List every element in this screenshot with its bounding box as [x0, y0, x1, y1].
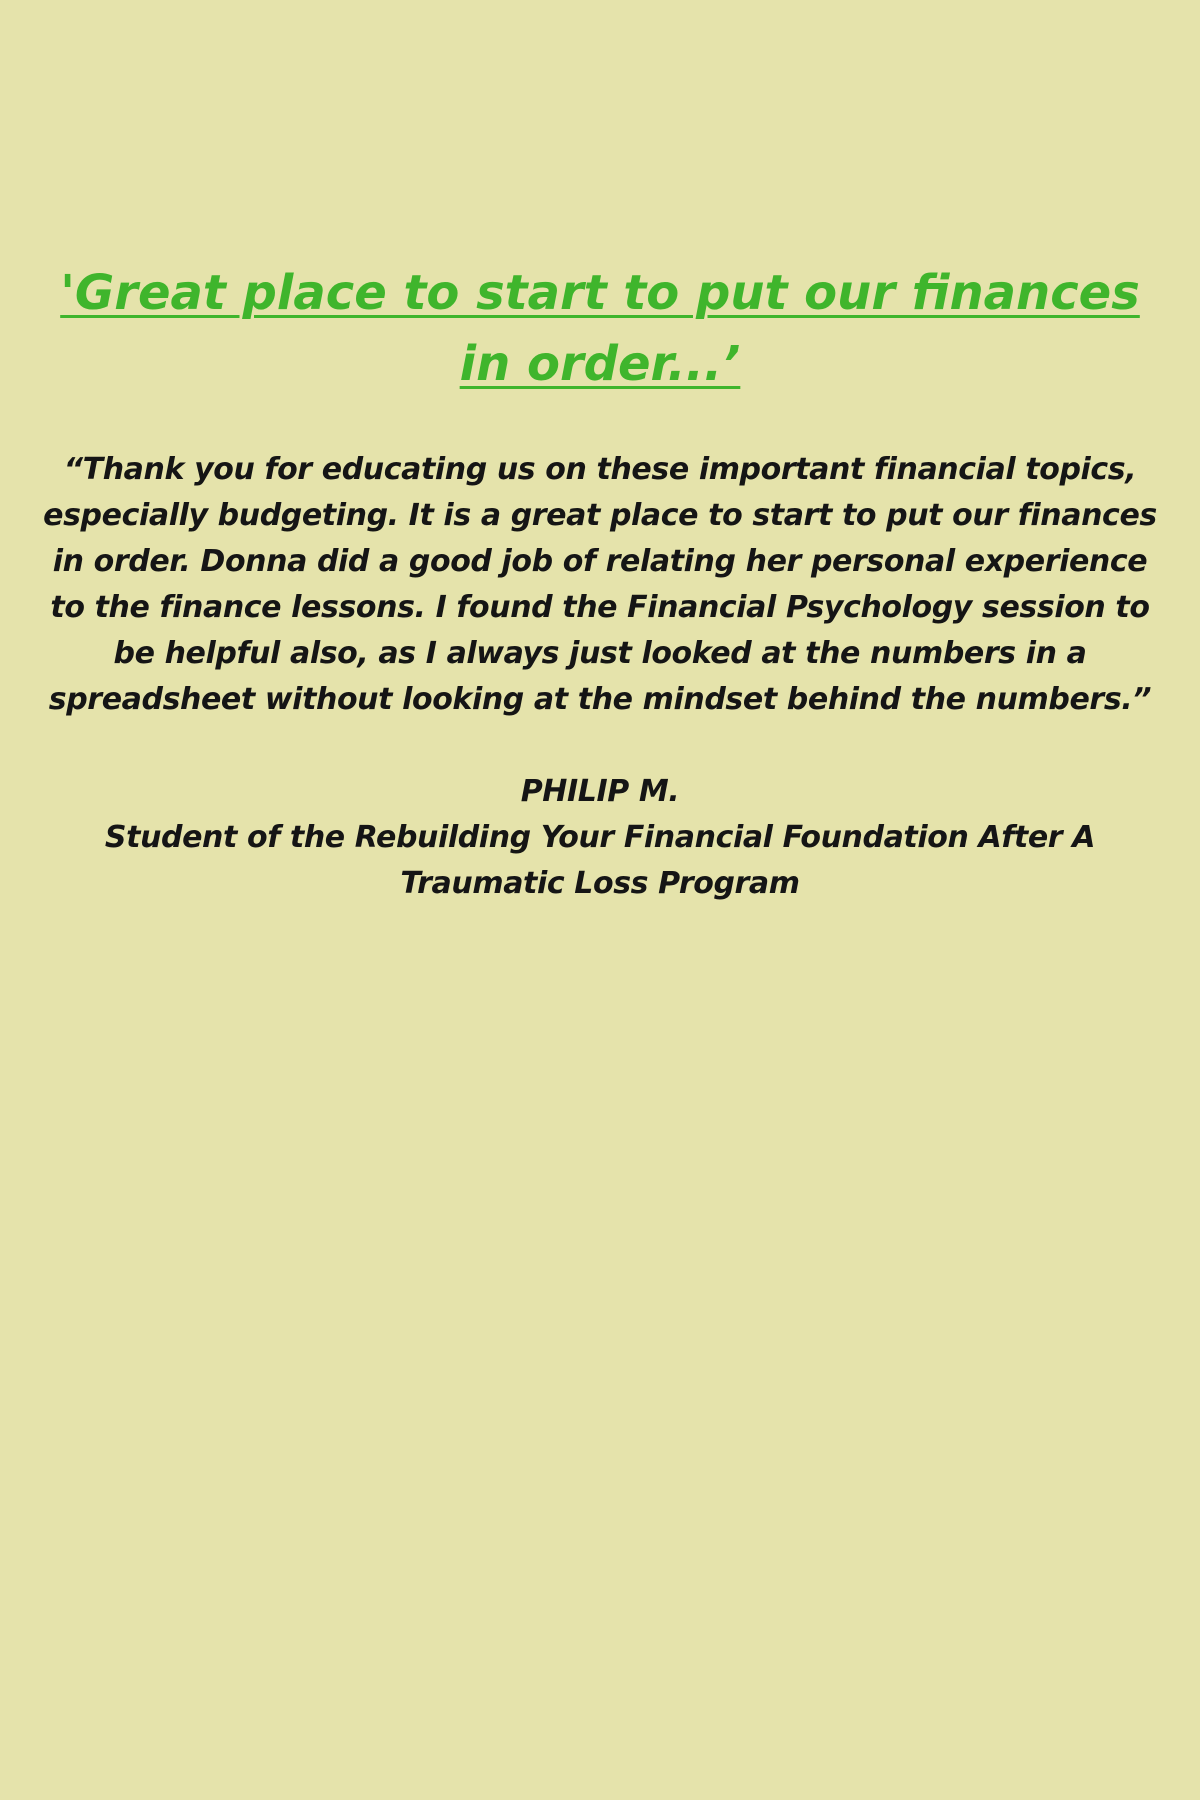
testimonial-headline: [60, 258, 1140, 400]
testimonial-quote: [30, 447, 1170, 723]
author-role-line: Traumatic Loss Program: [400, 866, 800, 901]
author-role-line: Student of the Rebuilding Your Financial Foundation After A: [104, 820, 1096, 855]
quote-line: to the finance lessons. I found the Financial Psychology session to: [50, 590, 1150, 625]
quote-line: spreadsheet without looking at the mindset behind the numbers.”: [48, 682, 1152, 717]
author-name: PHILIP M.: [520, 774, 680, 809]
quote-line: “Thank you for educating us on these important financial topics,: [63, 452, 1137, 487]
quote-line: especially budgeting. It is a great place to start to put our finances: [43, 498, 1157, 533]
quote-line: in order. Donna did a good job of relating her personal experience: [52, 544, 1148, 579]
quote-line: be helpful also, as I always just looked at the numbers in a: [113, 636, 1087, 671]
testimonial-attribution: [60, 769, 1140, 907]
headline-line: 'Great place to start to put our finances: [60, 265, 1140, 321]
headline-line: in order...’: [459, 336, 741, 392]
